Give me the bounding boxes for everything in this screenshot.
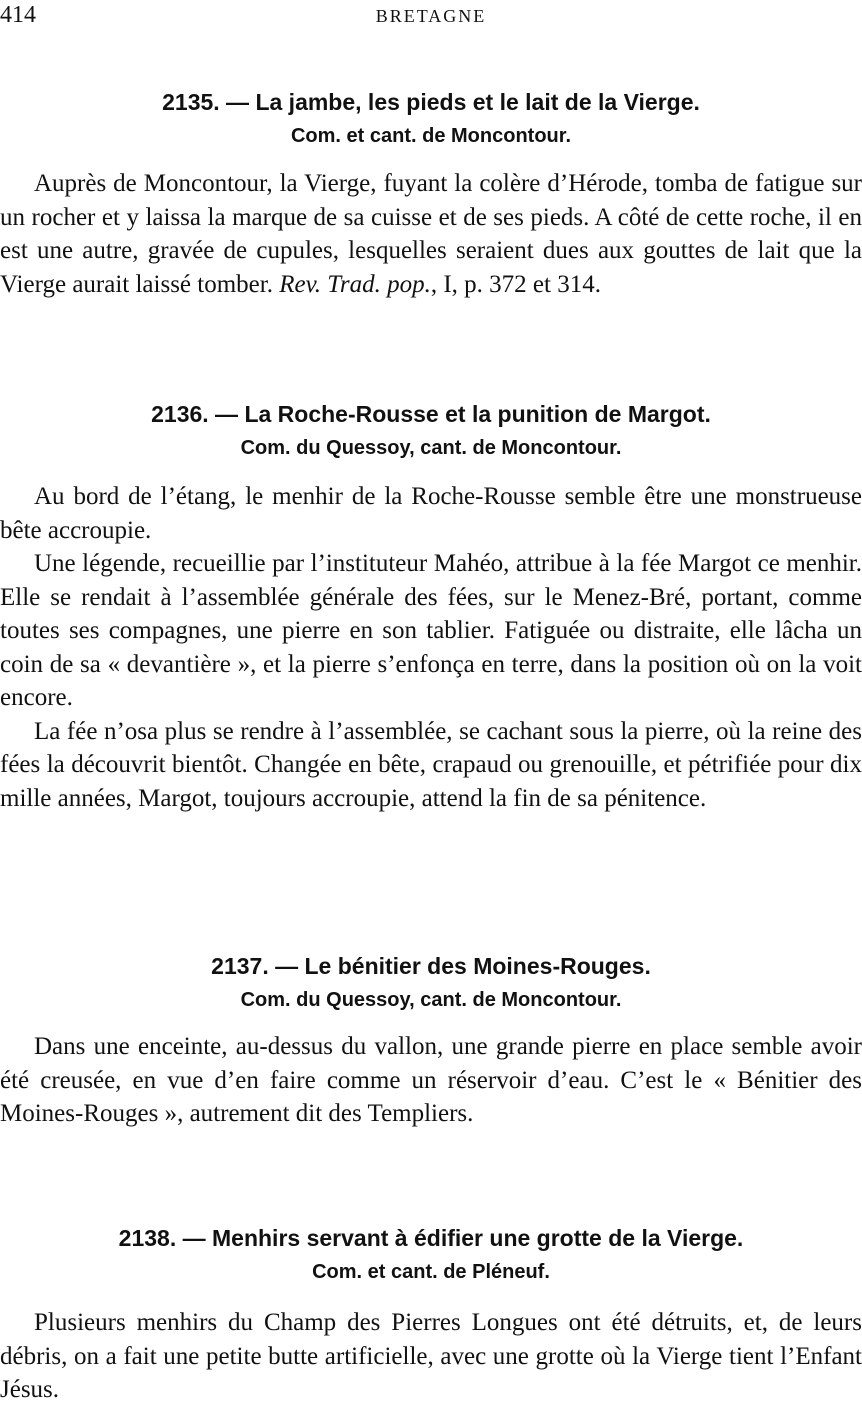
reference-detail: , I, p. 372 et 314.	[430, 270, 601, 298]
entry-2135	[0, 84, 862, 301]
reference-italic: Rev. Trad. pop.	[279, 270, 431, 298]
running-title: BRETAGNE	[375, 6, 487, 26]
paragraph-text: Auprès de Moncontour, la Vierge, fuyant la colère d’Hérode, tomba de fatigue sur un rocher et y laissa la marque de sa cuisse et de ses pieds. A côté de cette roche, il en est une autre, gravée de cupules, lesquelles seraient dues aux gouttes de lait que la Vierge aurait laissé tomber.	[0, 170, 862, 298]
entry-paragraph	[0, 167, 862, 301]
entry-place: Com. du Quessoy, cant. de Moncontour.	[240, 437, 622, 459]
entry-title: 2138. — Menhirs servant à édifier une grotte de la Vierge.	[118, 1225, 744, 1251]
entry-paragraph: Plusieurs menhirs du Champ des Pierres Longues ont été détruits, et, de leurs débris, on a fait une petite butte artificielle, avec une grotte où la Vierge tient l’Enfant Jésus.	[0, 1309, 862, 1403]
entry-2138	[0, 1220, 862, 1407]
entry-place: Com. et cant. de Pléneuf.	[312, 1261, 550, 1283]
page-header	[0, 2, 862, 32]
entry-2136	[0, 396, 862, 815]
entry-title: 2135. — La jambe, les pieds et le lait de la Vierge.	[162, 89, 700, 115]
entry-2137	[0, 948, 862, 1131]
entry-title: 2137. — Le bénitier des Moines-Rouges.	[211, 953, 651, 979]
entry-title: 2136. — La Roche-Rousse et la punition de Margot.	[151, 401, 711, 427]
entry-place: Com. et cant. de Moncontour.	[290, 125, 571, 147]
entry-paragraph: Dans une enceinte, au-dessus du vallon, une grande pierre en place semble avoir été creusée, en vue d’en faire comme un réservoir d’eau. C’est le « Bénitier des Moines-Rouges », autrement dit des Templiers.	[0, 1033, 862, 1127]
entry-place: Com. du Quessoy, cant. de Moncontour.	[240, 989, 622, 1011]
entry-paragraph: La fée n’osa plus se rendre à l’assemblée, se cachant sous la pierre, où la reine des fées la découvrit bientôt. Changée en bête, crapaud ou grenouille, et pétrifiée pour dix mille années, Margot, toujours accroupie, attend la fin de sa pénitence.	[0, 717, 862, 812]
page-number: 414	[0, 2, 36, 28]
entry-paragraph: Au bord de l’étang, le menhir de la Roche-Rousse semble être une monstrueuse bête accroupie.	[0, 483, 862, 544]
entry-paragraph: Une légende, recueillie par l’instituteur Mahéo, attribue à la fée Margot ce menhir. Elle se rendait à l’assemblée générale des fées, sur le Menez-Bré, portant, comme toutes ses compagnes, une pierre en son tablier. Fatiguée ou distraite, elle lâcha un coin de sa « devantière », et la pierre s’enfonça en terre, dans la position où on la voit encore.	[0, 550, 862, 711]
